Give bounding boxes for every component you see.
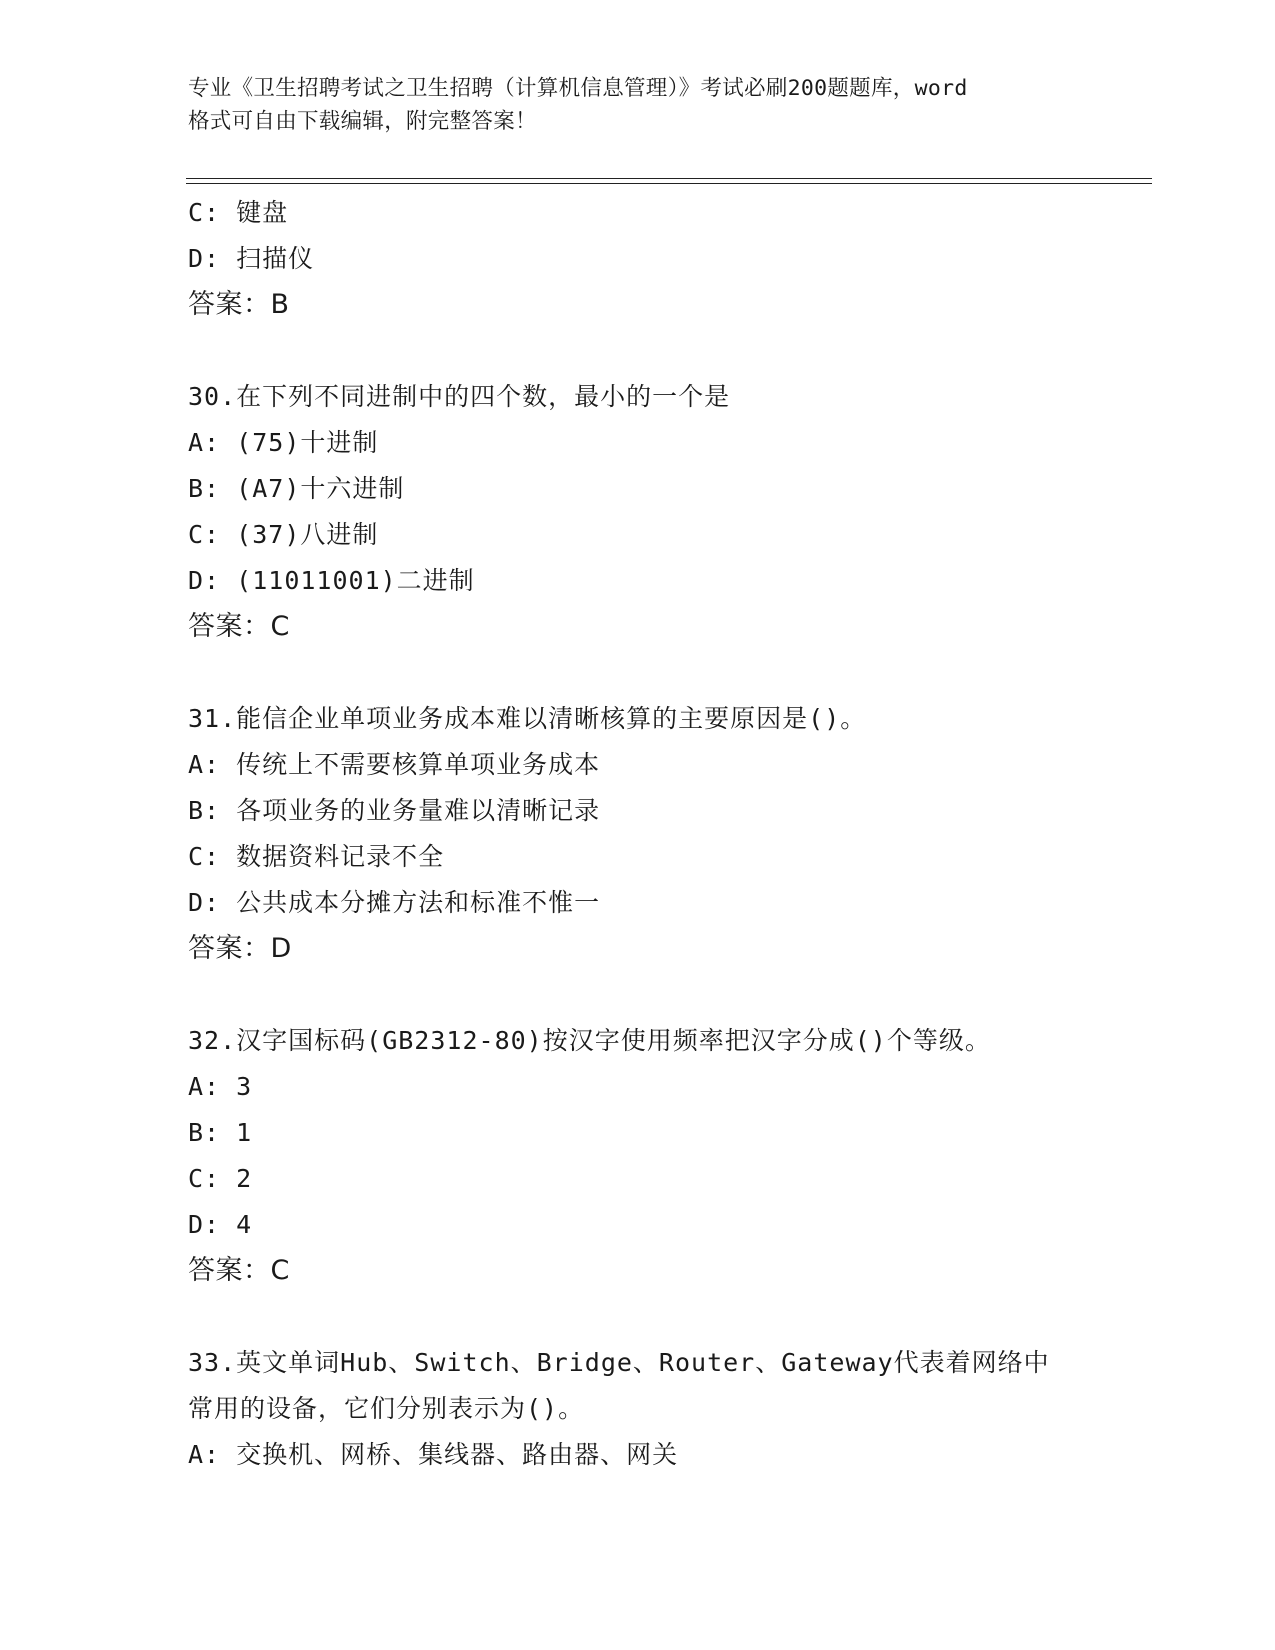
option-text: (37)八进制: [236, 520, 379, 549]
question-text: 汉字国标码(GB2312-80)按汉字使用频率把汉字分成()个等级。: [236, 1026, 991, 1055]
question-30-option-b: [188, 466, 1148, 512]
option-text: 数据资料记录不全: [236, 842, 445, 871]
option-label: A:: [188, 1072, 221, 1101]
option-label: C:: [188, 842, 221, 871]
question-31-answer: 答案：D: [188, 933, 292, 964]
option-text: 3: [236, 1072, 253, 1101]
header-line-1: 专业《卫生招聘考试之卫生招聘（计算机信息管理）》考试必刷200题题库，word: [188, 76, 968, 101]
question-32-stem: [188, 1018, 1148, 1064]
question-32-answer: 答案：C: [188, 1255, 290, 1286]
header-line-2: 格式可自由下载编辑，附完整答案！: [188, 109, 537, 134]
question-text: 在下列不同进制中的四个数，最小的一个是: [236, 382, 731, 411]
option-label: B:: [188, 474, 221, 503]
option-text: 传统上不需要核算单项业务成本: [236, 750, 601, 779]
question-text: 能信企业单项业务成本难以清晰核算的主要原因是()。: [236, 704, 867, 733]
question-33-option-a: [188, 1432, 1148, 1478]
question-31-option-a: [188, 742, 1148, 788]
option-text: (11011001)二进制: [236, 566, 475, 595]
option-label: A:: [188, 428, 221, 457]
option-label: A:: [188, 1440, 221, 1469]
option-text: 扫描仪: [236, 244, 315, 273]
question-number: 30.: [188, 382, 237, 411]
question-33-stem-line-1: [188, 1340, 1148, 1386]
question-32-option-b: [188, 1110, 1148, 1156]
option-label: B:: [188, 796, 221, 825]
header-divider-bottom: [186, 183, 1152, 184]
question-30-option-c: [188, 512, 1148, 558]
option-label: C:: [188, 198, 221, 227]
option-label: B:: [188, 1118, 221, 1147]
question-text: 英文单词Hub、Switch、Bridge、Router、Gateway代表着网络中: [236, 1348, 1050, 1377]
header-divider-top: [186, 178, 1152, 179]
question-content: [188, 190, 1148, 1478]
option-text: 1: [236, 1118, 253, 1147]
question-30-answer: 答案：C: [188, 611, 290, 642]
option-label: D:: [188, 888, 221, 917]
question-31-option-b: [188, 788, 1148, 834]
spacer: [188, 328, 1148, 374]
question-30-option-a: [188, 420, 1148, 466]
prev-answer: 答案：B: [188, 289, 290, 320]
option-text: 各项业务的业务量难以清晰记录: [236, 796, 601, 825]
option-text: 2: [236, 1164, 253, 1193]
prev-option-d: [188, 236, 1148, 282]
question-32-option-a: [188, 1064, 1148, 1110]
option-label: D:: [188, 1210, 221, 1239]
question-30-option-d: [188, 558, 1148, 604]
question-31-option-d: [188, 880, 1148, 926]
option-text: 交换机、网桥、集线器、路由器、网关: [236, 1440, 679, 1469]
option-text: 公共成本分摊方法和标准不惟一: [236, 888, 601, 917]
option-text: (75)十进制: [236, 428, 379, 457]
question-number: 31.: [188, 704, 237, 733]
option-label: C:: [188, 520, 221, 549]
prev-option-c: [188, 190, 1148, 236]
question-31-option-c: [188, 834, 1148, 880]
document-header: [188, 72, 1088, 138]
spacer: [188, 650, 1148, 696]
spacer: [188, 972, 1148, 1018]
option-label: A:: [188, 750, 221, 779]
question-number: 33.: [188, 1348, 237, 1377]
option-label: D:: [188, 566, 221, 595]
option-label: C:: [188, 1164, 221, 1193]
question-number: 32.: [188, 1026, 237, 1055]
option-text: 键盘: [236, 198, 289, 227]
option-text: 4: [236, 1210, 253, 1239]
question-33-stem-line-2: 常用的设备，它们分别表示为()。: [188, 1394, 585, 1423]
question-32-option-d: [188, 1202, 1148, 1248]
question-30-stem: [188, 374, 1148, 420]
question-31-stem: [188, 696, 1148, 742]
option-label: D:: [188, 244, 221, 273]
question-32-option-c: [188, 1156, 1148, 1202]
option-text: (A7)十六进制: [236, 474, 405, 503]
spacer: [188, 1294, 1148, 1340]
